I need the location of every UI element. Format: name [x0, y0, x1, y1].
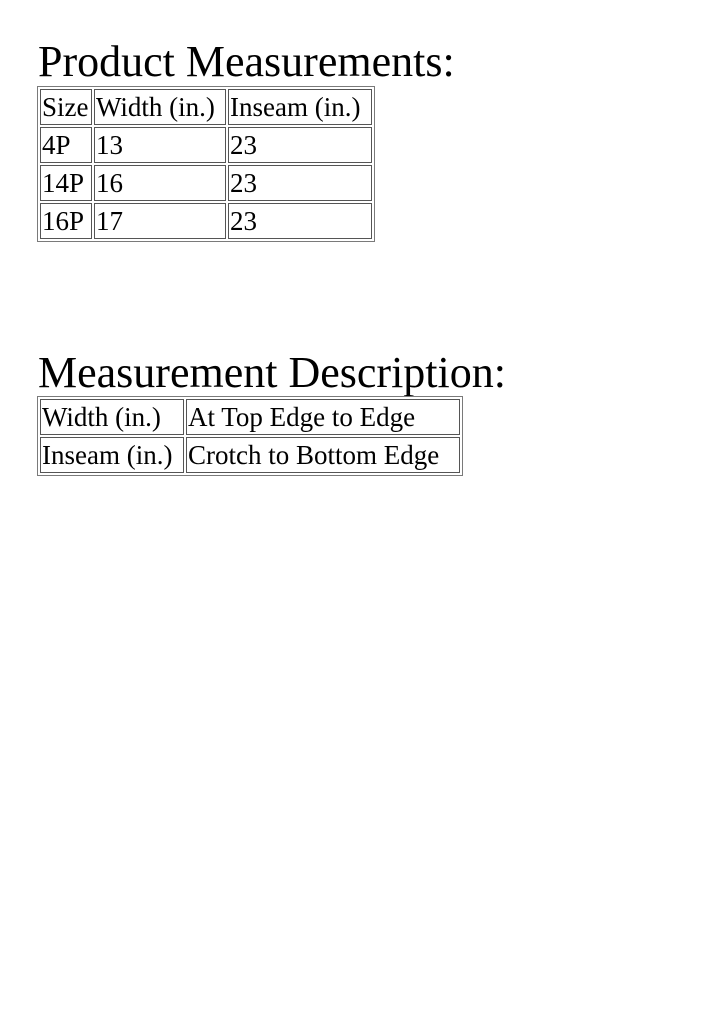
measurement-description-title: Measurement Description:	[38, 348, 506, 397]
header-size: Size	[40, 89, 92, 125]
cell-width: 16	[94, 165, 226, 201]
product-measurements-table	[37, 86, 375, 242]
table-row	[40, 399, 460, 435]
cell-size: 4P	[40, 127, 92, 163]
header-inseam: Inseam (in.)	[228, 89, 372, 125]
table-row	[40, 127, 372, 163]
table-row	[40, 437, 460, 473]
product-measurements-title: Product Measurements:	[38, 37, 455, 86]
cell-size: 16P	[40, 203, 92, 239]
cell-inseam: 23	[228, 203, 372, 239]
table-row	[40, 165, 372, 201]
cell-width: 17	[94, 203, 226, 239]
cell-measure-description: At Top Edge to Edge	[186, 399, 460, 435]
table-row	[40, 203, 372, 239]
cell-size: 14P	[40, 165, 92, 201]
header-width: Width (in.)	[94, 89, 226, 125]
cell-inseam: 23	[228, 127, 372, 163]
cell-width: 13	[94, 127, 226, 163]
table-header-row	[40, 89, 372, 125]
measurement-description-table	[37, 396, 463, 476]
cell-measure-description: Crotch to Bottom Edge	[186, 437, 460, 473]
cell-measure-label: Width (in.)	[40, 399, 184, 435]
cell-inseam: 23	[228, 165, 372, 201]
cell-measure-label: Inseam (in.)	[40, 437, 184, 473]
